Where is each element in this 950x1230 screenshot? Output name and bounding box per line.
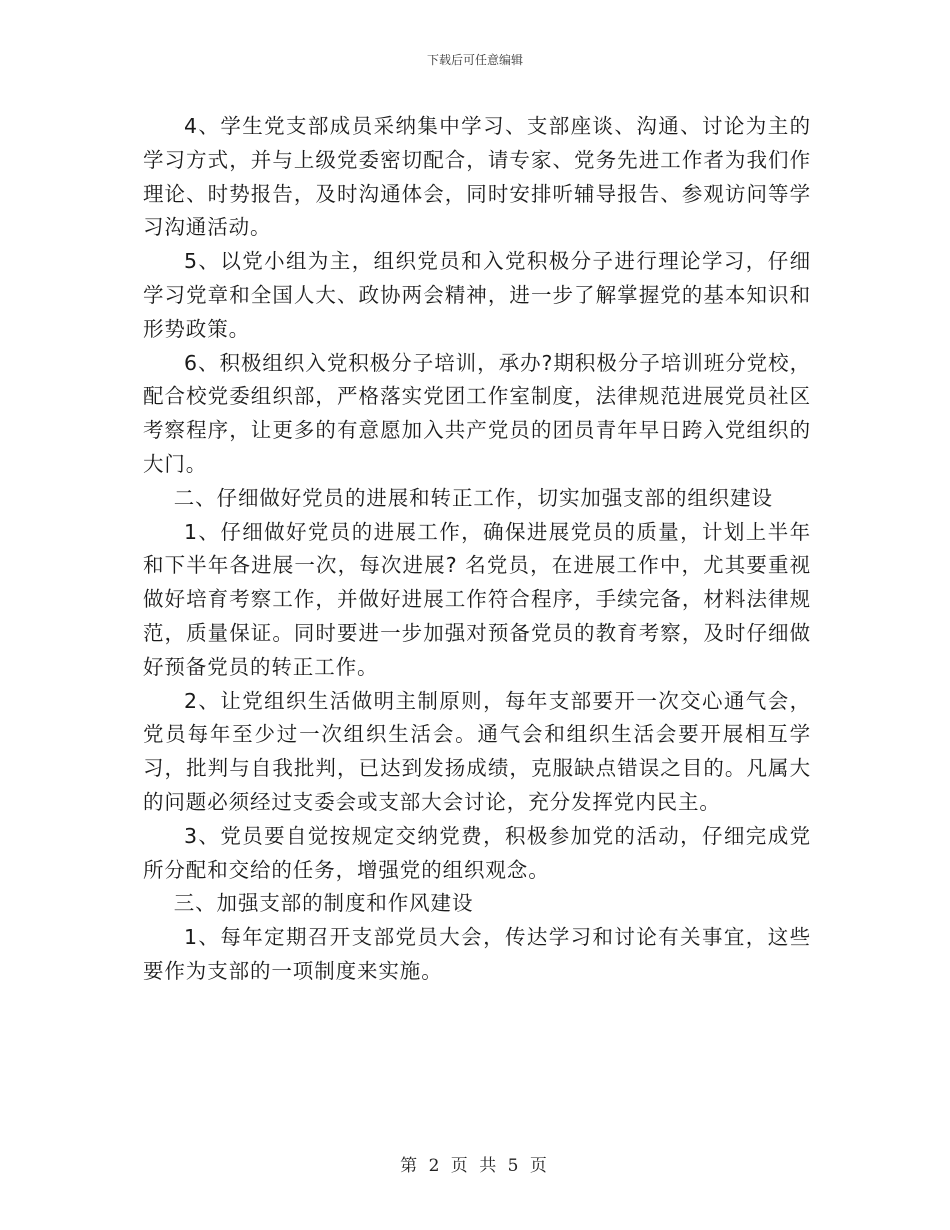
document-body — [143, 110, 811, 989]
paragraph-item-1-section-3: 1、每年定期召开支部党员大会，传达学习和讨论有关事宜，这些要作为支部的一项制度来实施。 — [143, 925, 811, 983]
section-heading-2: 二、仔细做好党员的进展和转正工作，切实加强支部的组织建设 — [173, 485, 773, 510]
page-number-footer: 第 2 页 共 5 页 — [400, 1156, 550, 1176]
section-heading-3: 三、加强支部的制度和作风建设 — [173, 891, 474, 916]
paragraph-item-5: 5、以党小组为主，组织党员和入党积极分子进行理论学习，仔细学习党章和全国人大、政协两会精神，进一步了解掌握党的基本知识和形势政策。 — [143, 249, 811, 341]
paragraph-item-2: 2、让党组织生活做明主制原则，每年支部要开一次交心通气会，党员每年至少过一次组织生活会。通气会和组织生活会要开展相互学习，批判与自我批判，已达到发扬成绩，克服缺点错误之目的。凡属大的问题必须经过支委会或支部大会讨论，充分发挥党内民主。 — [143, 688, 811, 814]
paragraph-item-3: 3、党员要自觉按规定交纳党费，积极参加党的活动，仔细完成党所分配和交给的任务，增强党的组织观念。 — [143, 823, 811, 882]
page-header: 下载后可任意编辑 — [426, 53, 523, 67]
paragraph-item-1: 1、仔细做好党员的进展工作，确保进展党员的质量，计划上半年和下半年各进展一次，每次进展? 名党员，在进展工作中，尤其要重视做好培育考察工作，并做好进展工作符合程序，手续完备，材料法律规范，质量保证。同时要进一步加强对预备党员的教育考察，及时仔细做好预备党员的转正工作。 — [143, 519, 811, 679]
paragraph-item-6: 6、积极组织入党积极分子培训，承办?期积极分子培训班分党校，配合校党委组织部，严格落实党团工作室制度，法律规范进展党员社区考察程序，让更多的有意愿加入共产党员的团员青年早日跨入党组织的大门。 — [143, 350, 811, 476]
paragraph-item-4: 4、学生党支部成员采纳集中学习、支部座谈、沟通、讨论为主的学习方式，并与上级党委密切配合，请专家、党务先进工作者为我们作理论、时势报告，及时沟通体会，同时安排听辅导报告、参观访问等学习沟通活动。 — [143, 114, 811, 240]
